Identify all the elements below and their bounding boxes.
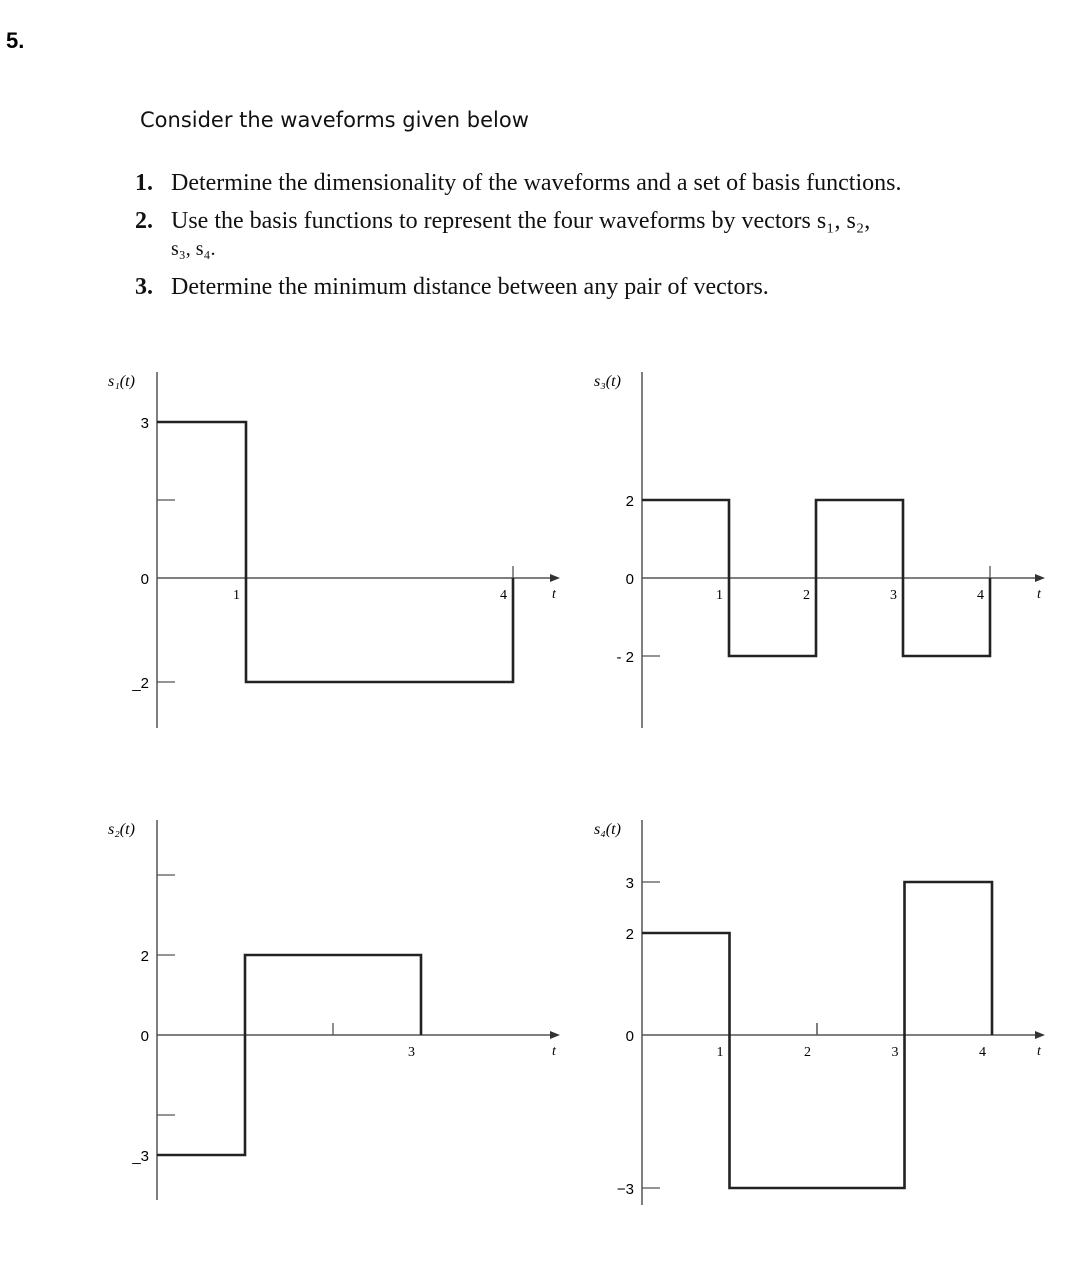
x-axis-label: t — [552, 587, 556, 602]
x-tick-label: 3 — [890, 588, 897, 603]
x-tick-label: 2 — [803, 588, 810, 603]
item-number: 2. — [135, 208, 153, 234]
item-number: 3. — [135, 274, 153, 300]
x-tick-label: 3 — [891, 1045, 899, 1060]
y-tick-label: −3 — [616, 1181, 634, 1198]
y-tick-label: 0 — [140, 1028, 149, 1045]
x-axis-label: t — [1037, 1044, 1041, 1059]
y-tick-label: 0 — [140, 571, 149, 588]
x-tick-label: 1 — [716, 1045, 724, 1060]
x-axis-arrow — [1035, 574, 1045, 582]
x-tick-label: 3 — [408, 1045, 415, 1060]
waveform-s3-plot — [594, 372, 1045, 728]
y-tick-label: 0 — [625, 1028, 634, 1045]
item-text: Determine the minimum distance between any pair of vectors. — [171, 274, 769, 300]
y-tick-label: 3 — [140, 415, 149, 432]
y-tick-label: _2 — [132, 675, 149, 692]
y-tick-label: 3 — [625, 875, 634, 892]
y-axis-label: s₄(t) — [594, 821, 621, 838]
waveform-s4-plot — [594, 820, 1045, 1205]
y-tick-label: 2 — [625, 926, 634, 943]
y-axis-label: s₃(t) — [594, 373, 621, 390]
x-tick-label: 4 — [977, 588, 984, 603]
y-axis-label: s₂(t) — [108, 821, 135, 838]
x-axis-label: t — [552, 1044, 556, 1059]
item-number: 1. — [135, 170, 153, 196]
intro-text: Consider the waveforms given below — [140, 108, 529, 132]
question-number: 5. — [6, 28, 25, 53]
waveform-s2-plot — [108, 820, 560, 1200]
waveform-line — [157, 955, 421, 1155]
y-tick-label: 0 — [625, 571, 634, 588]
x-tick-label: 4 — [500, 588, 507, 603]
item-text: Determine the dimensionality of the waveforms and a set of basis functions. — [171, 170, 902, 196]
x-axis-arrow — [550, 574, 560, 582]
y-tick-label: 2 — [140, 948, 149, 965]
waveform-line — [157, 422, 513, 682]
y-tick-label: - 2 — [616, 649, 634, 666]
x-tick-label: 4 — [979, 1045, 986, 1060]
x-tick-label: 1 — [716, 588, 723, 603]
x-axis-arrow — [550, 1031, 560, 1039]
x-tick-label: 1 — [233, 588, 240, 603]
x-axis-label: t — [1037, 587, 1041, 602]
y-tick-label: 2 — [625, 493, 634, 510]
question-item-2-continuation: s₃, s₄. — [171, 238, 216, 260]
x-axis-arrow — [1035, 1031, 1045, 1039]
x-tick-label: 2 — [804, 1045, 811, 1060]
y-tick-label: _3 — [132, 1148, 149, 1165]
y-axis-label: s₁(t) — [108, 373, 135, 390]
item-text: Use the basis functions to represent the four waveforms by vectors s₁, s₂, — [171, 208, 871, 234]
waveform-s1-plot — [108, 372, 560, 728]
